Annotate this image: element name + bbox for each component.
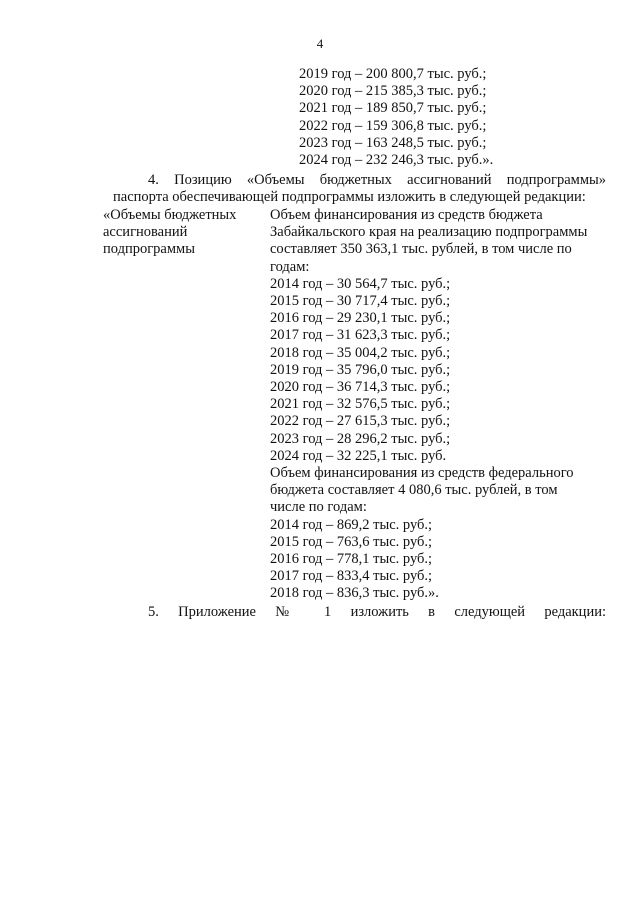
funding-year-line: 2023 год – 163 248,5 тыс. руб.; — [299, 134, 487, 151]
table-value-line: 2019 год – 35 796,0 тыс. руб.; — [270, 361, 451, 378]
item-4-line-1: 4. Позицию «Объемы бюджетных ассигнований подпрограммы» — [148, 172, 606, 188]
table-value-line: Забайкальского края на реализацию подпрограммы — [270, 224, 588, 241]
table-value-line: 2016 год – 778,1 тыс. руб.; — [270, 551, 433, 567]
table-value-line: 2014 год – 869,2 тыс. руб.; — [270, 516, 433, 533]
table-value-line: годам: — [270, 258, 310, 275]
table-label-line: подпрограммы — [103, 241, 195, 258]
table-label-line: ассигнований — [103, 224, 188, 241]
table-value-line: 2018 год – 836,3 тыс. руб.». — [270, 585, 439, 602]
table-value-line: 2020 год – 36 714,3 тыс. руб.; — [270, 379, 451, 395]
table-value-line: Объем финансирования из средств федерального — [270, 465, 574, 481]
table-value-line: числе по годам: — [270, 499, 367, 516]
funding-year-line: 2024 год – 232 246,3 тыс. руб.». — [299, 152, 494, 168]
page-number: 4 — [316, 36, 324, 51]
funding-year-line: 2020 год – 215 385,3 тыс. руб.; — [299, 83, 487, 100]
table-value-line: 2024 год – 32 225,1 тыс. руб. — [270, 447, 447, 464]
table-label-line: «Объемы бюджетных — [103, 207, 237, 223]
table-value-line: бюджета составляет 4 080,6 тыс. рублей, в том — [270, 482, 558, 499]
table-value-line: 2015 год – 763,6 тыс. руб.; — [270, 533, 433, 550]
table-value-line: 2018 год – 35 004,2 тыс. руб.; — [270, 344, 451, 361]
table-value-line: 2023 год – 28 296,2 тыс. руб.; — [270, 430, 451, 447]
table-value-line: 2021 год – 32 576,5 тыс. руб.; — [270, 396, 451, 413]
table-value-line: составляет 350 363,1 тыс. рублей, в том числе по — [270, 241, 572, 258]
item-4-line-2: паспорта обеспечивающей подпрограммы изложить в следующей редакции: — [113, 189, 586, 205]
table-value-line: 2016 год – 29 230,1 тыс. руб.; — [270, 310, 451, 327]
funding-year-line: 2019 год – 200 800,7 тыс. руб.; — [299, 66, 487, 82]
item-5-paragraph: 5. Приложение № 1 изложить в следующей редакции: — [148, 604, 606, 620]
table-value-line: 2015 год – 30 717,4 тыс. руб.; — [270, 293, 451, 309]
table-value-line: 2022 год – 27 615,3 тыс. руб.; — [270, 413, 451, 430]
funding-year-line: 2021 год – 189 850,7 тыс. руб.; — [299, 100, 487, 117]
table-value-line: Объем финансирования из средств бюджета — [270, 207, 543, 223]
funding-year-line: 2022 год – 159 306,8 тыс. руб.; — [299, 117, 487, 134]
table-value-line: 2017 год – 833,4 тыс. руб.; — [270, 568, 433, 585]
table-value-line: 2014 год – 30 564,7 тыс. руб.; — [270, 275, 451, 292]
table-value-line: 2017 год – 31 623,3 тыс. руб.; — [270, 327, 451, 344]
